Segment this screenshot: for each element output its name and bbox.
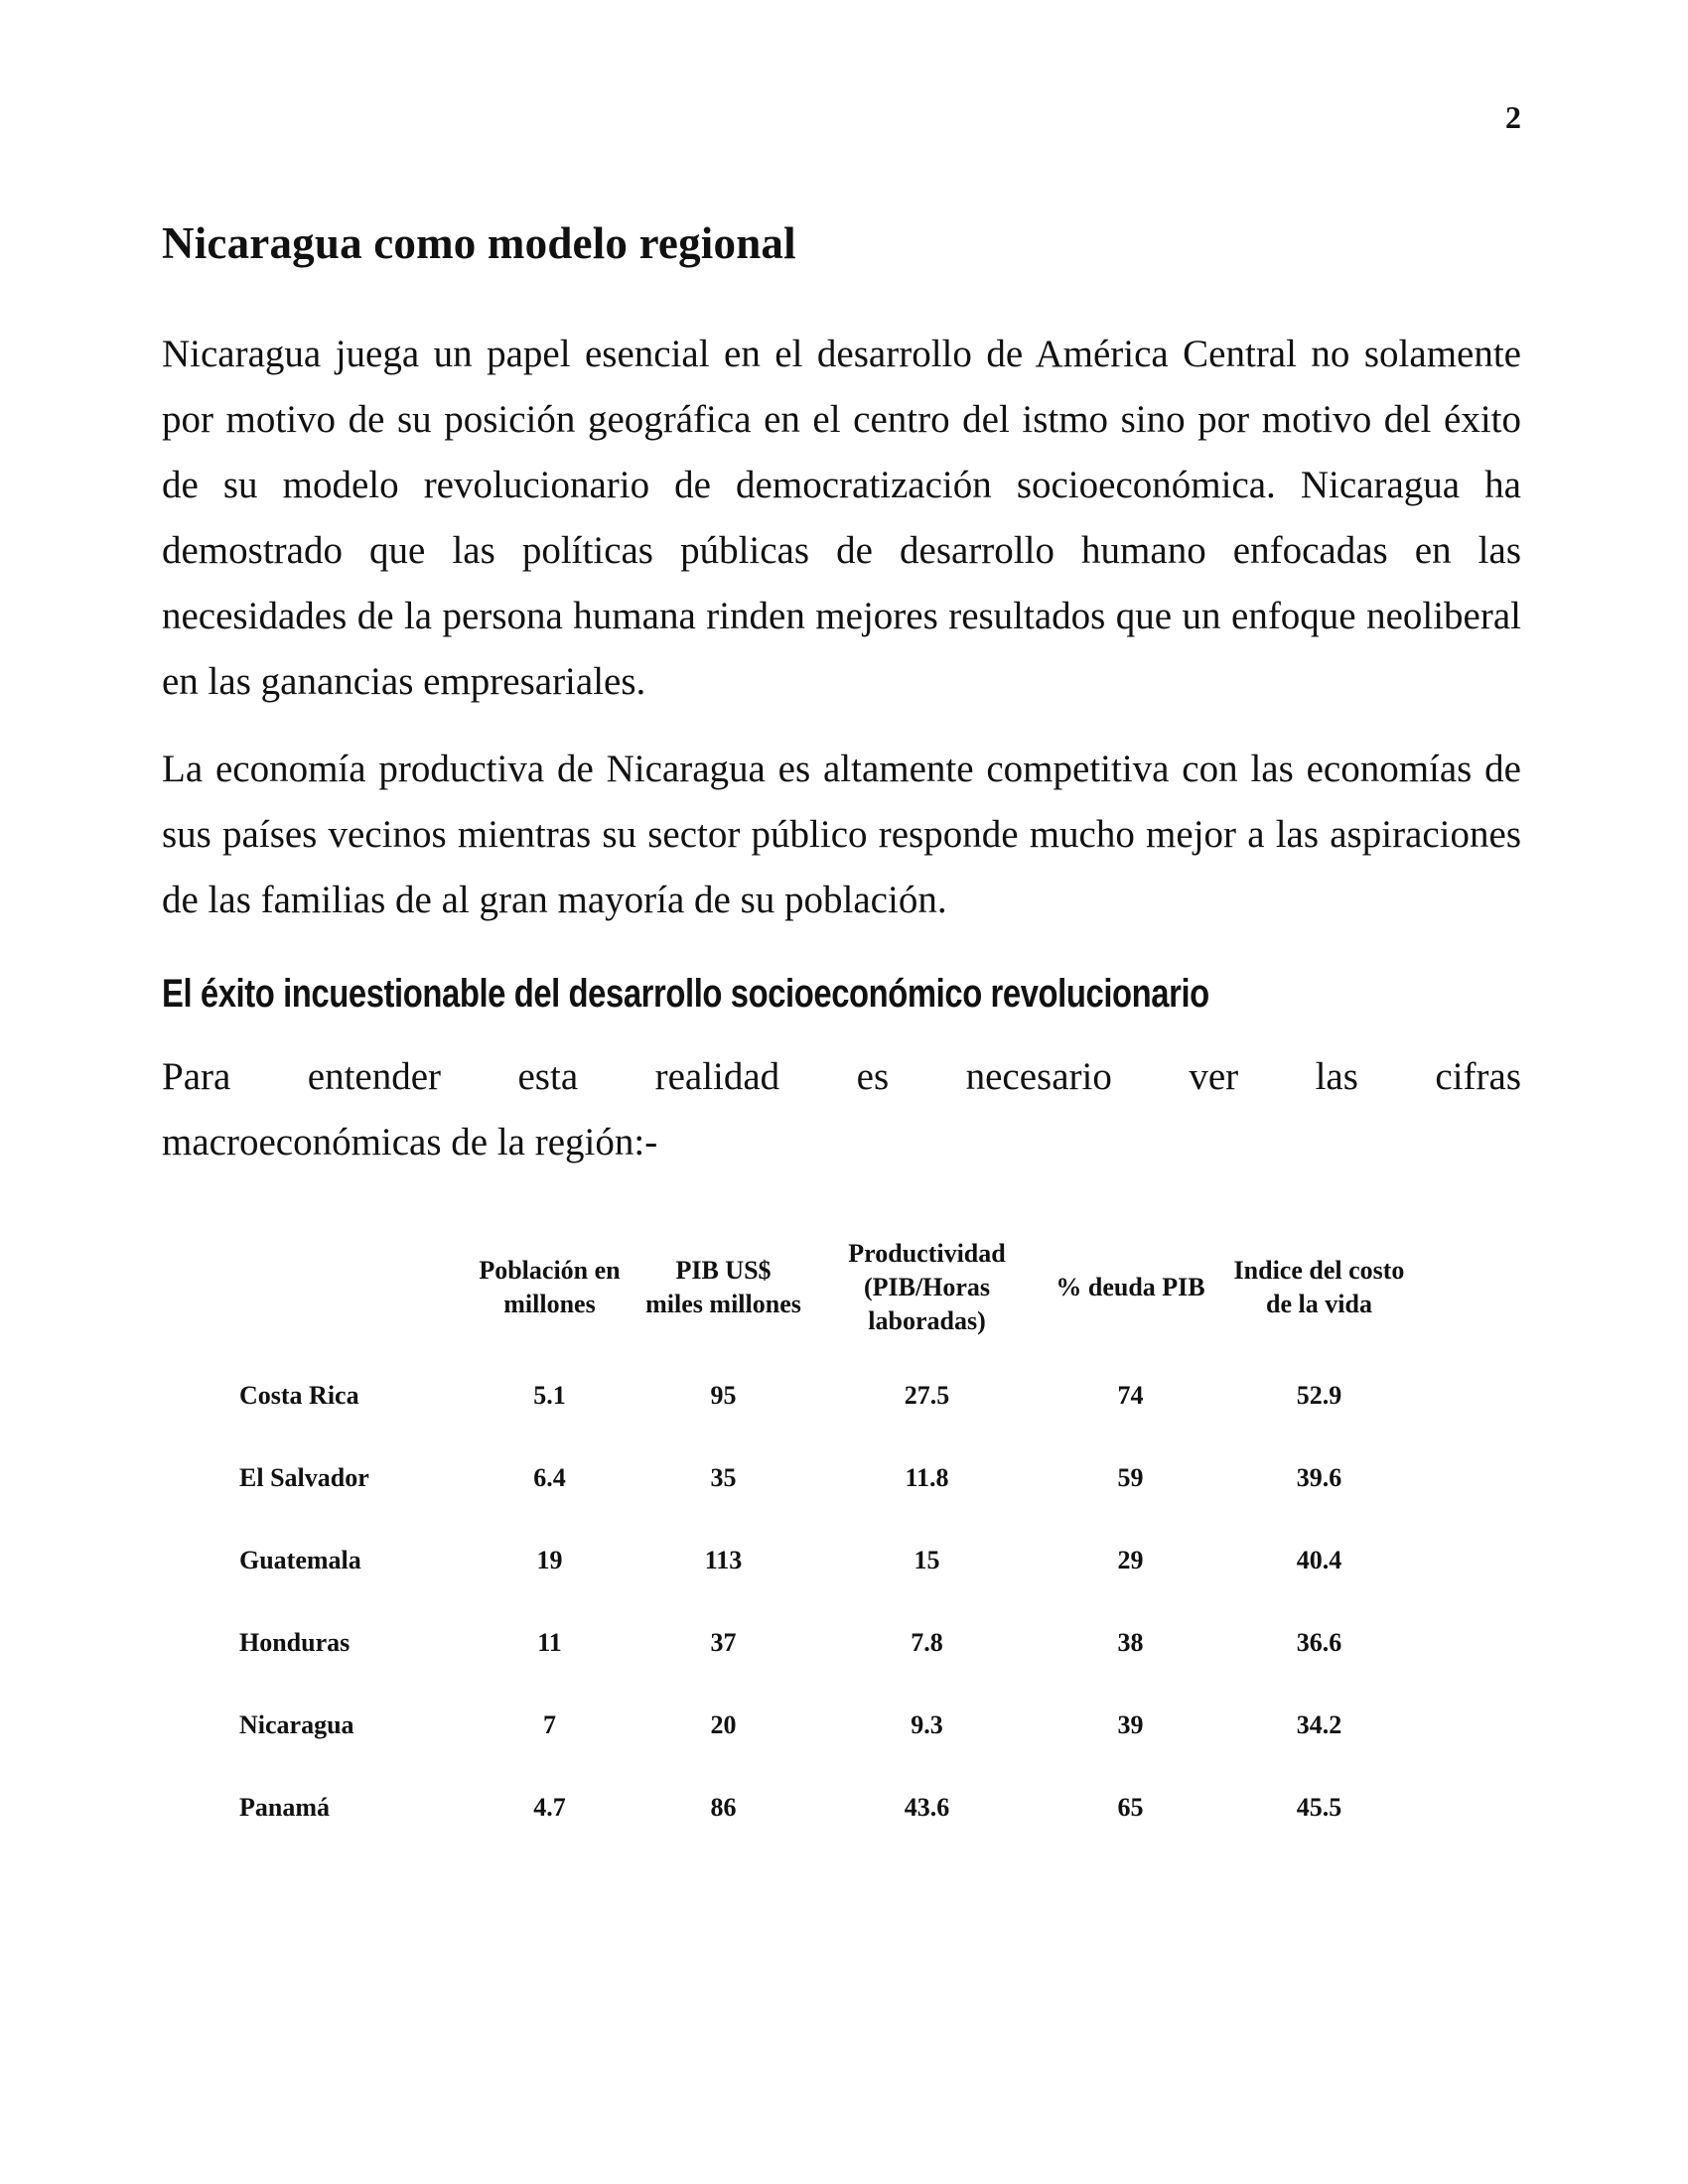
table-cell-value: 59 — [1117, 1462, 1144, 1492]
table-cell-value: 11.8 — [905, 1462, 949, 1492]
cifras-intro-line-2: macroeconómicas de la región:- — [162, 1121, 658, 1163]
table-row-nicaragua — [239, 1684, 1421, 1766]
table-cell-value: 34.2 — [1296, 1709, 1342, 1739]
table-header-productividad: Productividad (PIB/Horas laboradas) — [848, 1239, 1006, 1335]
table-cell-country: Honduras — [239, 1627, 351, 1657]
cifras-intro-paragraph — [162, 1044, 1521, 1175]
table-cell-value: 11 — [537, 1627, 562, 1657]
cifras-intro-line-1: Para entender esta realidad es necesario ver las cifras — [162, 1055, 1521, 1098]
table-cell-value: 86 — [710, 1792, 737, 1822]
table-cell-country: Guatemala — [239, 1545, 361, 1574]
section-subheading-text: El éxito incuestionable del desarrollo socioeconómico revolucionario — [162, 972, 1209, 1016]
page-number: 2 — [1505, 99, 1521, 135]
table-cell-value: 52.9 — [1296, 1380, 1342, 1410]
table-cell-value: 65 — [1117, 1792, 1144, 1822]
table-cell-value: 4.7 — [533, 1792, 566, 1822]
macroeconomic-table — [239, 1235, 1421, 1848]
table-cell-value: 29 — [1117, 1545, 1144, 1574]
table-cell-country: El Salvador — [239, 1462, 369, 1492]
table-cell-value: 45.5 — [1296, 1792, 1342, 1822]
table-header-pib: PIB US$ miles millones — [645, 1256, 801, 1318]
table-cell-value: 37 — [710, 1627, 737, 1657]
table-cell-value: 15 — [914, 1545, 940, 1574]
table-cell-value: 35 — [710, 1462, 737, 1492]
table-header-poblacion: Población en millones — [479, 1256, 621, 1318]
paragraph-2: La economía productiva de Nicaragua es altamente competitiva con las economías de sus países vecinos mientras su sector público responde mucho mejor a las aspiraciones de las familias de al gran mayoría de su población. — [162, 748, 1521, 921]
table-header-indice: Indice del costo de la vida — [1233, 1256, 1405, 1318]
table-cell-value: 6.4 — [533, 1462, 566, 1492]
table-cell-value: 40.4 — [1296, 1545, 1342, 1574]
table-cell-value: 7 — [543, 1709, 556, 1739]
table-row-el-salvador — [239, 1436, 1421, 1519]
section-subheading — [162, 969, 1521, 1019]
table-cell-value: 43.6 — [904, 1792, 950, 1822]
table-cell-value: 39 — [1117, 1709, 1144, 1739]
table-row-costa-rica — [239, 1354, 1421, 1436]
table-cell-value: 36.6 — [1296, 1627, 1342, 1657]
table-cell-value: 27.5 — [904, 1380, 950, 1410]
table-cell-value: 19 — [536, 1545, 563, 1574]
table-header-deuda: % deuda PIB — [1055, 1273, 1205, 1302]
table-cell-value: 74 — [1117, 1380, 1144, 1410]
table-cell-country: Costa Rica — [239, 1380, 359, 1410]
table-cell-value: 39.6 — [1296, 1462, 1342, 1492]
table-header-country — [239, 1235, 463, 1354]
table-row-guatemala — [239, 1519, 1421, 1601]
table-cell-country: Nicaragua — [239, 1709, 354, 1739]
table-cell-value: 95 — [710, 1380, 737, 1410]
document-title: Nicaragua como modelo regional — [162, 218, 796, 268]
table-cell-value: 9.3 — [911, 1709, 943, 1739]
table-cell-value: 20 — [710, 1709, 737, 1739]
table-cell-value: 7.8 — [911, 1627, 943, 1657]
table-cell-value: 38 — [1117, 1627, 1144, 1657]
table-cell-country: Panamá — [239, 1792, 330, 1822]
table-row-honduras — [239, 1601, 1421, 1684]
table-cell-value: 5.1 — [533, 1380, 566, 1410]
table-cell-value: 113 — [704, 1545, 743, 1574]
table-row-panama — [239, 1766, 1421, 1848]
table-header-row — [239, 1235, 1421, 1354]
paragraph-1: Nicaragua juega un papel esencial en el desarrollo de América Central no solamente por motivo de su posición geográfica en el centro del istmo sino por motivo del éxito de su modelo revolucionario de democratización socioeconómica. Nicaragua ha demostrado que las políticas públicas de desarrollo humano enfocadas en las necesidades de la persona humana rinden mejores resultados que un enfoque neoliberal en las ganancias empresariales. — [162, 333, 1521, 703]
